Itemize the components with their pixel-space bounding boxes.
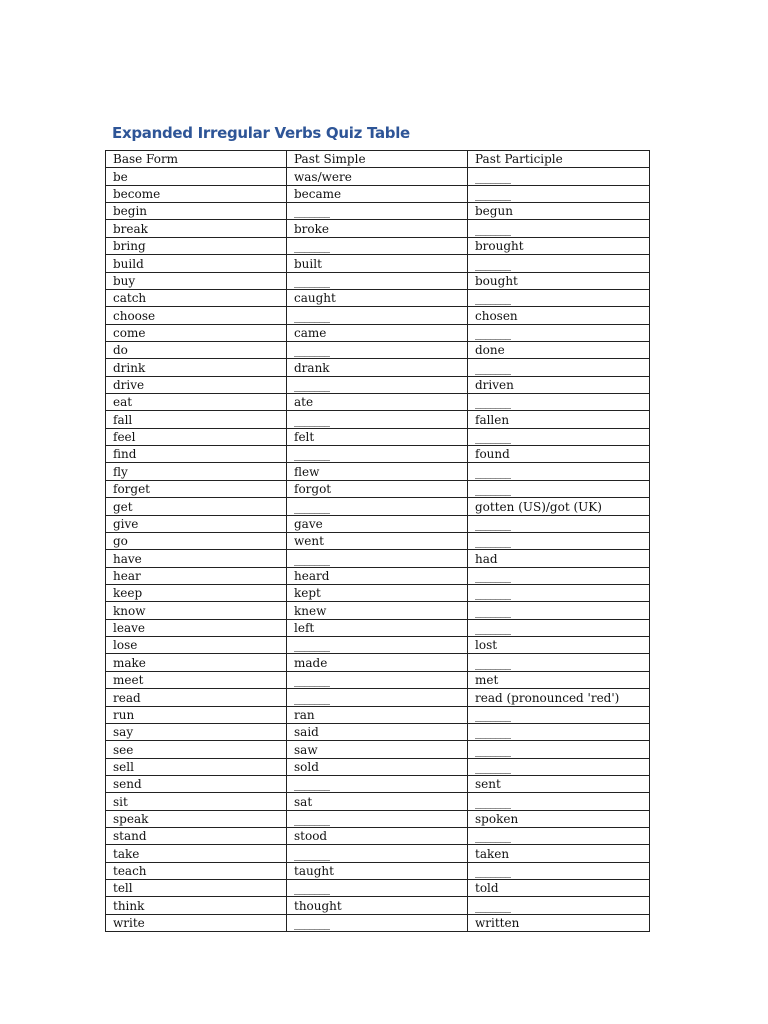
table-row <box>106 515 650 532</box>
past-participle-cell: written <box>468 914 650 931</box>
table-row <box>106 307 650 324</box>
past-simple-cell: sold <box>287 758 468 775</box>
past-participle-cell: _______ <box>468 602 650 619</box>
base-form-cell: drive <box>106 376 287 393</box>
past-participle-cell: fallen <box>468 411 650 428</box>
past-simple-cell: thought <box>287 897 468 914</box>
base-form-cell: be <box>106 168 287 185</box>
past-participle-cell: found <box>468 446 650 463</box>
base-form-cell: forget <box>106 480 287 497</box>
table-row <box>106 411 650 428</box>
base-form-cell: do <box>106 341 287 358</box>
past-participle-cell: _______ <box>468 289 650 306</box>
base-form-cell: fall <box>106 411 287 428</box>
base-form-cell: build <box>106 255 287 272</box>
base-form-cell: become <box>106 185 287 202</box>
table-row <box>106 446 650 463</box>
past-participle-cell: _______ <box>468 706 650 723</box>
past-simple-cell: caught <box>287 289 468 306</box>
past-simple-cell: flew <box>287 463 468 480</box>
past-participle-cell: _______ <box>468 723 650 740</box>
past-simple-cell: left <box>287 619 468 636</box>
base-form-cell: feel <box>106 428 287 445</box>
base-form-cell: take <box>106 845 287 862</box>
past-simple-cell: _______ <box>287 498 468 515</box>
past-participle-cell: taken <box>468 845 650 862</box>
table-row <box>106 341 650 358</box>
base-form-cell: break <box>106 220 287 237</box>
past-simple-cell: said <box>287 723 468 740</box>
table-row <box>106 185 650 202</box>
past-simple-cell: _______ <box>287 671 468 688</box>
past-participle-cell: _______ <box>468 515 650 532</box>
base-form-cell: have <box>106 550 287 567</box>
past-participle-cell: _______ <box>468 185 650 202</box>
past-simple-cell: _______ <box>287 550 468 567</box>
table-row <box>106 793 650 810</box>
base-form-cell: hear <box>106 567 287 584</box>
past-participle-cell: _______ <box>468 567 650 584</box>
table-row <box>106 168 650 185</box>
base-form-cell: choose <box>106 307 287 324</box>
past-participle-cell: _______ <box>468 828 650 845</box>
past-participle-cell: gotten (US)/got (UK) <box>468 498 650 515</box>
table-row <box>106 255 650 272</box>
table-row <box>106 689 650 706</box>
table-row <box>106 862 650 879</box>
past-participle-cell: _______ <box>468 463 650 480</box>
table-row <box>106 324 650 341</box>
base-form-cell: begin <box>106 203 287 220</box>
past-simple-cell: drank <box>287 359 468 376</box>
base-form-cell: sell <box>106 758 287 775</box>
base-form-cell: catch <box>106 289 287 306</box>
base-form-cell: run <box>106 706 287 723</box>
past-participle-cell: _______ <box>468 220 650 237</box>
past-participle-cell: had <box>468 550 650 567</box>
past-participle-cell: chosen <box>468 307 650 324</box>
past-participle-cell: _______ <box>468 480 650 497</box>
header-past-simple: Past Simple <box>287 151 468 168</box>
verbs-quiz-table <box>105 150 650 932</box>
table-row <box>106 619 650 636</box>
past-simple-cell: _______ <box>287 307 468 324</box>
past-simple-cell: _______ <box>287 411 468 428</box>
past-participle-cell: brought <box>468 237 650 254</box>
past-participle-cell: _______ <box>468 359 650 376</box>
past-simple-cell: kept <box>287 584 468 601</box>
past-simple-cell: _______ <box>287 272 468 289</box>
table-row <box>106 532 650 549</box>
past-simple-cell: saw <box>287 741 468 758</box>
table-row <box>106 828 650 845</box>
base-form-cell: think <box>106 897 287 914</box>
base-form-cell: tell <box>106 880 287 897</box>
base-form-cell: leave <box>106 619 287 636</box>
past-simple-cell: became <box>287 185 468 202</box>
past-participle-cell: sent <box>468 775 650 792</box>
past-participle-cell: _______ <box>468 532 650 549</box>
past-simple-cell: made <box>287 654 468 671</box>
past-participle-cell: _______ <box>468 793 650 810</box>
base-form-cell: go <box>106 532 287 549</box>
past-participle-cell: _______ <box>468 324 650 341</box>
base-form-cell: read <box>106 689 287 706</box>
past-participle-cell: spoken <box>468 810 650 827</box>
base-form-cell: speak <box>106 810 287 827</box>
table-row <box>106 359 650 376</box>
past-participle-cell: _______ <box>468 584 650 601</box>
table-row <box>106 637 650 654</box>
table-row <box>106 550 650 567</box>
base-form-cell: teach <box>106 862 287 879</box>
table-row <box>106 480 650 497</box>
table-row <box>106 758 650 775</box>
past-simple-cell: _______ <box>287 341 468 358</box>
table-row <box>106 463 650 480</box>
past-simple-cell: ate <box>287 394 468 411</box>
base-form-cell: give <box>106 515 287 532</box>
past-participle-cell: _______ <box>468 654 650 671</box>
base-form-cell: send <box>106 775 287 792</box>
table-row <box>106 723 650 740</box>
table-row <box>106 394 650 411</box>
table-row <box>106 845 650 862</box>
past-simple-cell: _______ <box>287 637 468 654</box>
base-form-cell: meet <box>106 671 287 688</box>
past-participle-cell: met <box>468 671 650 688</box>
table-header-row <box>106 151 650 168</box>
base-form-cell: bring <box>106 237 287 254</box>
past-simple-cell: broke <box>287 220 468 237</box>
table-row <box>106 897 650 914</box>
past-simple-cell: _______ <box>287 845 468 862</box>
past-participle-cell: read (pronounced 'red') <box>468 689 650 706</box>
table-row <box>106 880 650 897</box>
table-row <box>106 706 650 723</box>
table-row <box>106 272 650 289</box>
past-simple-cell: was/were <box>287 168 468 185</box>
past-participle-cell: _______ <box>468 741 650 758</box>
past-simple-cell: _______ <box>287 203 468 220</box>
table-row <box>106 671 650 688</box>
past-participle-cell: _______ <box>468 619 650 636</box>
base-form-cell: sit <box>106 793 287 810</box>
past-simple-cell: _______ <box>287 880 468 897</box>
table-row <box>106 914 650 931</box>
table-body <box>106 168 650 932</box>
past-simple-cell: _______ <box>287 914 468 931</box>
past-simple-cell: stood <box>287 828 468 845</box>
table-row <box>106 741 650 758</box>
past-participle-cell: lost <box>468 637 650 654</box>
past-simple-cell: taught <box>287 862 468 879</box>
base-form-cell: come <box>106 324 287 341</box>
table-row <box>106 237 650 254</box>
table-row <box>106 567 650 584</box>
past-participle-cell: _______ <box>468 897 650 914</box>
table-row <box>106 220 650 237</box>
past-participle-cell: _______ <box>468 168 650 185</box>
past-participle-cell: _______ <box>468 255 650 272</box>
base-form-cell: say <box>106 723 287 740</box>
past-simple-cell: knew <box>287 602 468 619</box>
base-form-cell: drink <box>106 359 287 376</box>
past-simple-cell: forgot <box>287 480 468 497</box>
base-form-cell: stand <box>106 828 287 845</box>
past-simple-cell: sat <box>287 793 468 810</box>
past-participle-cell: _______ <box>468 862 650 879</box>
past-participle-cell: _______ <box>468 758 650 775</box>
header-base-form: Base Form <box>106 151 287 168</box>
table-row <box>106 584 650 601</box>
past-simple-cell: ran <box>287 706 468 723</box>
table-row <box>106 810 650 827</box>
base-form-cell: buy <box>106 272 287 289</box>
base-form-cell: make <box>106 654 287 671</box>
past-participle-cell: bought <box>468 272 650 289</box>
past-simple-cell: _______ <box>287 689 468 706</box>
past-participle-cell: _______ <box>468 394 650 411</box>
past-participle-cell: begun <box>468 203 650 220</box>
base-form-cell: know <box>106 602 287 619</box>
past-participle-cell: done <box>468 341 650 358</box>
base-form-cell: eat <box>106 394 287 411</box>
base-form-cell: write <box>106 914 287 931</box>
table-row <box>106 289 650 306</box>
past-simple-cell: felt <box>287 428 468 445</box>
table-row <box>106 203 650 220</box>
base-form-cell: lose <box>106 637 287 654</box>
past-simple-cell: gave <box>287 515 468 532</box>
base-form-cell: fly <box>106 463 287 480</box>
past-participle-cell: _______ <box>468 428 650 445</box>
past-simple-cell: heard <box>287 567 468 584</box>
page-title: Expanded Irregular Verbs Quiz Table <box>112 124 410 142</box>
past-simple-cell: _______ <box>287 237 468 254</box>
past-simple-cell: _______ <box>287 810 468 827</box>
table-row <box>106 775 650 792</box>
past-simple-cell: went <box>287 532 468 549</box>
base-form-cell: get <box>106 498 287 515</box>
past-simple-cell: _______ <box>287 446 468 463</box>
past-simple-cell: _______ <box>287 775 468 792</box>
table-row <box>106 602 650 619</box>
table-row <box>106 376 650 393</box>
table-row <box>106 498 650 515</box>
table-row <box>106 428 650 445</box>
base-form-cell: see <box>106 741 287 758</box>
past-simple-cell: _______ <box>287 376 468 393</box>
past-participle-cell: driven <box>468 376 650 393</box>
base-form-cell: find <box>106 446 287 463</box>
table-row <box>106 654 650 671</box>
past-participle-cell: told <box>468 880 650 897</box>
base-form-cell: keep <box>106 584 287 601</box>
past-simple-cell: came <box>287 324 468 341</box>
header-past-participle: Past Participle <box>468 151 650 168</box>
past-simple-cell: built <box>287 255 468 272</box>
